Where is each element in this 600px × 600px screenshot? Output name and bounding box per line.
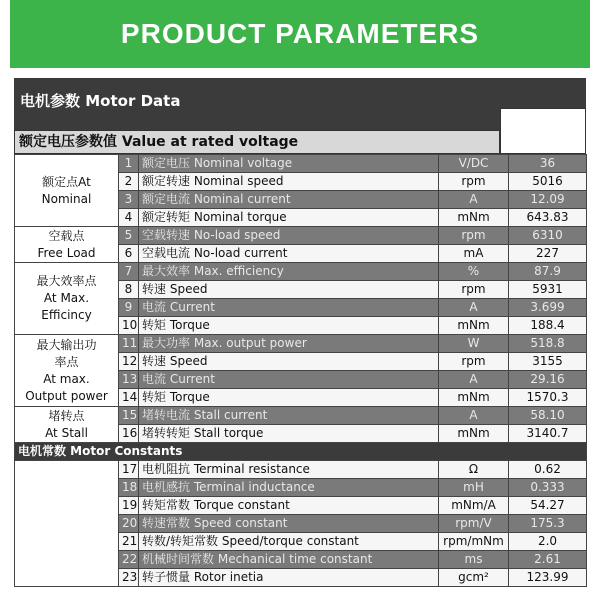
parameter-value: 36 <box>509 155 587 173</box>
parameter-name <box>139 479 439 497</box>
parameter-unit: rpm/V <box>439 515 509 533</box>
row-number: 11 <box>119 335 139 353</box>
parameter-unit: gcm² <box>439 569 509 587</box>
parameter-name-cn: 转子惯量 <box>142 570 191 584</box>
group-label-line: 最大输出功 <box>36 337 97 352</box>
parameter-name-en: Current <box>169 300 215 314</box>
table-row <box>15 227 587 245</box>
parameter-name-cn: 额定电流 <box>142 192 191 206</box>
constants-title: 电机常数 Motor Constants <box>15 443 587 461</box>
table-row <box>15 335 587 353</box>
parameter-name <box>139 569 439 587</box>
parameter-name-en: Speed constant <box>193 516 288 530</box>
parameters-table <box>14 154 587 587</box>
row-number: 7 <box>119 263 139 281</box>
motor-data-title <box>20 90 180 111</box>
parameter-name-cn: 最大效率 <box>142 264 191 278</box>
parameter-name-en: Max. output power <box>193 336 307 350</box>
table-row <box>15 407 587 425</box>
parameter-unit: mNm/A <box>439 497 509 515</box>
parameter-name-cn: 额定转矩 <box>142 210 191 224</box>
row-number: 13 <box>119 371 139 389</box>
group-label-line: 空载点 <box>48 228 85 243</box>
parameter-name <box>139 533 439 551</box>
parameter-name-cn: 堵转电流 <box>142 408 191 422</box>
group-label-line: At max. <box>43 371 90 386</box>
group-label <box>15 155 119 227</box>
parameter-value: 5931 <box>509 281 587 299</box>
row-number: 20 <box>119 515 139 533</box>
parameter-name <box>139 281 439 299</box>
parameter-name <box>139 317 439 335</box>
parameter-value: 58.10 <box>509 407 587 425</box>
group-label-line: At Stall <box>45 425 88 440</box>
row-number: 3 <box>119 191 139 209</box>
parameter-name <box>139 389 439 407</box>
parameter-name <box>139 371 439 389</box>
parameter-value: 227 <box>509 245 587 263</box>
parameter-name-en: Stall current <box>193 408 268 422</box>
parameter-name-en: Nominal current <box>193 192 291 206</box>
group-label-line: Efficincy <box>41 308 92 322</box>
group-label <box>15 407 119 443</box>
parameter-value: 518.8 <box>509 335 587 353</box>
parameter-name-en: Speed/torque constant <box>221 534 359 548</box>
parameter-unit: mNm <box>439 209 509 227</box>
parameter-name-cn: 转矩 <box>142 318 167 332</box>
parameter-name-cn: 转速 <box>142 282 167 296</box>
parameter-name <box>139 191 439 209</box>
parameter-unit: mNm <box>439 425 509 443</box>
parameter-value: 188.4 <box>509 317 587 335</box>
parameter-name-en: Terminal inductance <box>193 480 315 494</box>
parameter-name-en: Torque <box>169 318 210 332</box>
parameter-value: 3.699 <box>509 299 587 317</box>
parameter-value: 2.61 <box>509 551 587 569</box>
parameter-name-cn: 空载电流 <box>142 246 191 260</box>
parameter-name <box>139 299 439 317</box>
parameter-name-en: No-load speed <box>193 228 281 242</box>
parameter-unit: mNm <box>439 317 509 335</box>
row-number: 19 <box>119 497 139 515</box>
parameter-name-en: Stall torque <box>193 426 264 440</box>
parameter-name-cn: 额定转速 <box>142 174 191 188</box>
parameter-name <box>139 425 439 443</box>
parameter-value: 1570.3 <box>509 389 587 407</box>
parameter-value: 3140.7 <box>509 425 587 443</box>
parameter-unit: mA <box>439 245 509 263</box>
parameter-name-cn: 转速 <box>142 354 167 368</box>
parameter-name-en: Rotor inetia <box>193 570 264 584</box>
row-number: 6 <box>119 245 139 263</box>
constants-header-row <box>15 443 587 461</box>
parameter-name <box>139 407 439 425</box>
row-number: 4 <box>119 209 139 227</box>
parameter-value: 643.83 <box>509 209 587 227</box>
parameter-value: 123.99 <box>509 569 587 587</box>
group-label-line: 率点 <box>54 354 79 369</box>
parameter-value: 54.27 <box>509 497 587 515</box>
parameter-name <box>139 155 439 173</box>
row-number: 9 <box>119 299 139 317</box>
row-number: 10 <box>119 317 139 335</box>
parameter-value: 5016 <box>509 173 587 191</box>
parameter-unit: A <box>439 191 509 209</box>
group-label <box>15 263 119 335</box>
group-label-line: Free Load <box>37 245 96 260</box>
parameter-name <box>139 461 439 479</box>
parameter-unit: rpm <box>439 173 509 191</box>
rated-header-blank <box>500 108 586 154</box>
row-number: 5 <box>119 227 139 245</box>
row-number: 8 <box>119 281 139 299</box>
parameter-unit: ms <box>439 551 509 569</box>
parameter-name-en: Mechanical time constant <box>217 552 373 566</box>
parameter-unit: A <box>439 371 509 389</box>
group-label-line: Output power <box>25 388 108 403</box>
parameter-name <box>139 353 439 371</box>
row-number: 16 <box>119 425 139 443</box>
row-number: 17 <box>119 461 139 479</box>
parameter-name-cn: 转矩常数 <box>142 498 191 512</box>
parameter-unit: mNm <box>439 389 509 407</box>
constants-blank-cell <box>15 461 119 587</box>
parameter-name-cn: 最大功率 <box>142 336 191 350</box>
parameter-name-cn: 电流 <box>142 372 167 386</box>
table-row <box>15 461 587 479</box>
parameter-name <box>139 497 439 515</box>
parameter-name <box>139 551 439 569</box>
parameter-unit: rpm/mNm <box>439 533 509 551</box>
group-label-line: At Max. <box>43 291 90 305</box>
group-label <box>15 335 119 407</box>
parameter-value: 12.09 <box>509 191 587 209</box>
parameter-name <box>139 227 439 245</box>
parameter-name-en: Nominal voltage <box>193 156 293 170</box>
parameter-value: 87.9 <box>509 263 587 281</box>
parameter-name-cn: 电机感抗 <box>142 480 191 494</box>
row-number: 14 <box>119 389 139 407</box>
parameter-name-cn: 堵转转矩 <box>142 426 191 440</box>
row-number: 21 <box>119 533 139 551</box>
row-number: 18 <box>119 479 139 497</box>
parameter-name <box>139 515 439 533</box>
table-row <box>15 263 587 281</box>
motor-data-sheet <box>14 78 586 595</box>
parameter-name-cn: 空载转速 <box>142 228 191 242</box>
parameter-unit: A <box>439 299 509 317</box>
parameter-unit: A <box>439 407 509 425</box>
parameter-name-cn: 转矩 <box>142 390 167 404</box>
motor-data-title-en: Motor Data <box>85 92 181 110</box>
parameter-name-en: Current <box>169 372 215 386</box>
parameter-name <box>139 245 439 263</box>
parameter-unit: rpm <box>439 227 509 245</box>
parameter-name-en: Speed <box>169 282 208 296</box>
parameter-name-cn: 电流 <box>142 300 167 314</box>
group-label-line: 额定点At <box>42 174 91 189</box>
parameter-value: 175.3 <box>509 515 587 533</box>
parameter-name <box>139 263 439 281</box>
parameter-name-cn: 转速常数 <box>142 516 191 530</box>
parameter-name-en: Nominal speed <box>193 174 284 188</box>
parameter-name-en: Terminal resistance <box>193 462 310 476</box>
rated-title-en: Value at rated voltage <box>121 134 299 150</box>
parameter-unit: W <box>439 335 509 353</box>
row-number: 22 <box>119 551 139 569</box>
parameter-name <box>139 173 439 191</box>
parameter-name-en: No-load current <box>193 246 288 260</box>
parameter-name-en: Nominal torque <box>193 210 287 224</box>
parameter-value: 0.333 <box>509 479 587 497</box>
parameter-unit: V/DC <box>439 155 509 173</box>
row-number: 15 <box>119 407 139 425</box>
row-number: 23 <box>119 569 139 587</box>
parameter-name-en: Torque constant <box>193 498 290 512</box>
parameter-unit: rpm <box>439 281 509 299</box>
parameter-value: 3155 <box>509 353 587 371</box>
parameter-name-en: Torque <box>169 390 210 404</box>
parameter-value: 0.62 <box>509 461 587 479</box>
parameter-value: 29.16 <box>509 371 587 389</box>
parameter-unit: rpm <box>439 353 509 371</box>
row-number: 2 <box>119 173 139 191</box>
table-row <box>15 155 587 173</box>
parameter-unit: mH <box>439 479 509 497</box>
parameter-name-cn: 机械时间常数 <box>142 552 215 566</box>
parameter-name-cn: 额定电压 <box>142 156 191 170</box>
parameter-name-en: Max. efficiency <box>193 264 284 278</box>
rated-title-cn: 额定电压参数值 <box>19 134 117 150</box>
group-label-line: Nominal <box>41 191 92 206</box>
row-number: 1 <box>119 155 139 173</box>
row-number: 12 <box>119 353 139 371</box>
parameter-name-cn: 电机阻抗 <box>142 462 191 476</box>
parameter-name <box>139 335 439 353</box>
rated-voltage-header <box>14 130 500 154</box>
motor-data-title-cn: 电机参数 <box>20 92 81 110</box>
parameter-unit: Ω <box>439 461 509 479</box>
parameter-name-cn: 转数/转矩常数 <box>142 534 219 548</box>
group-label-line: 堵转点 <box>48 408 85 423</box>
parameter-name <box>139 209 439 227</box>
group-label <box>15 227 119 263</box>
parameter-value: 6310 <box>509 227 587 245</box>
banner-title: PRODUCT PARAMETERS <box>10 0 590 68</box>
parameter-value: 2.0 <box>509 533 587 551</box>
parameter-name-en: Speed <box>169 354 208 368</box>
group-label-line: 最大效率点 <box>36 274 97 288</box>
parameter-unit: % <box>439 263 509 281</box>
